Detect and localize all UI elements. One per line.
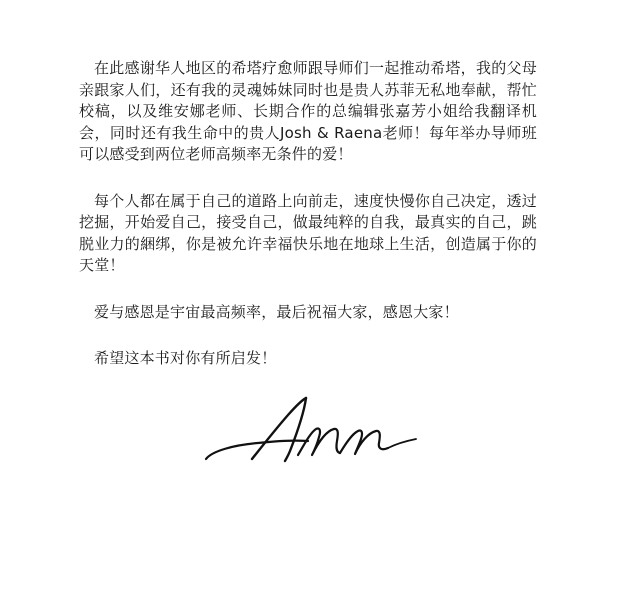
paragraph-love-gratitude: 爱与感恩是宇宙最高频率，最后祝福大家，感恩大家！ [94,302,459,321]
paragraph-life-path: 每个人都在属于自己的道路上向前走，速度快慢你自己决定，透过挖掘，开始爱自己，接受自己，做最纯粹的自我，最真实的自己，跳脱业力的綑绑，你是被允许幸福快乐地在地球上生活，创造属于你的天堂！ [79,191,537,274]
paragraph-closing-wish: 希望这本书对你有所启发！ [94,349,277,367]
paragraph-acknowledgements: 在此感谢华人地区的希塔疗愈师跟导师们一起推动希塔，我的父母亲跟家人们，还有我的灵魂姊妹同时也是贵人苏菲无私地奉献，帮忙校稿，以及维安娜老师、长期合作的总编辑张嘉芳小姐给我翻译机会，同时还有我生命中的贵人Josh & Raena老师！每年举办导师班可以感受到两位老师高频率无条件的爱！ [79,59,537,163]
document-body [79,58,537,370]
handwritten-signature [200,393,422,468]
